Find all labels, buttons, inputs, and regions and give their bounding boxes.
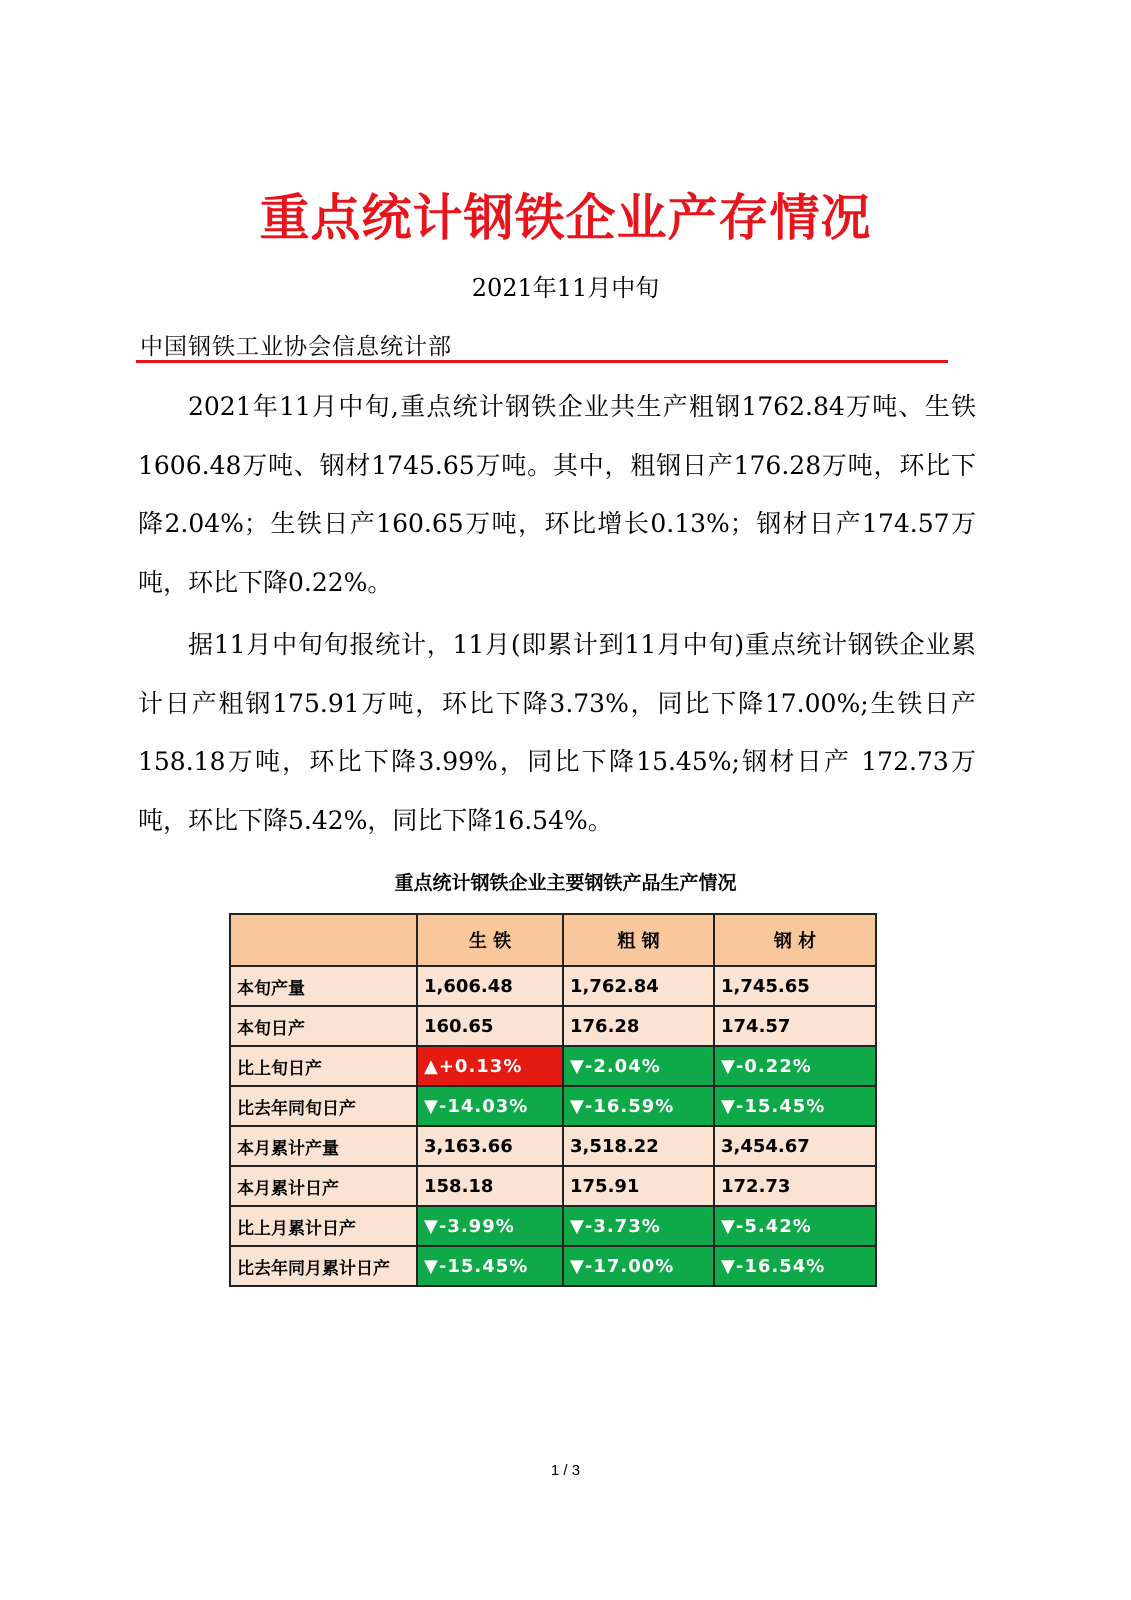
summary-paragraph-1: 2021年11月中旬,重点统计钢铁企业共生产粗钢1762.84万吨、生铁1606.48万吨、钢材1745.65万吨。其中，粗钢日产176.28万吨，环比下降2.04%；生铁日产160.65万吨，环比增长0.13%；钢材日产174.57万吨，环比下降0.22%。 bbox=[138, 392, 976, 597]
change-cell-decrease: ▼-14.03% bbox=[417, 1086, 563, 1126]
table-row bbox=[230, 1246, 876, 1286]
table-cell: 176.28 bbox=[563, 1006, 714, 1046]
change-cell-decrease: ▼-15.45% bbox=[417, 1246, 563, 1286]
change-cell-decrease: ▼-16.54% bbox=[714, 1246, 876, 1286]
change-cell-decrease: ▼-5.42% bbox=[714, 1206, 876, 1246]
change-cell-decrease: ▼-3.99% bbox=[417, 1206, 563, 1246]
organization-name: 中国钢铁工业协会信息统计部 bbox=[140, 334, 452, 360]
row-label: 本旬日产 bbox=[230, 1006, 417, 1046]
header-cell-steel-products: 钢 材 bbox=[714, 914, 876, 966]
table-row bbox=[230, 1166, 876, 1206]
table-row bbox=[230, 1206, 876, 1246]
page-number: 1 / 3 bbox=[550, 1462, 581, 1479]
change-cell-decrease: ▼-3.73% bbox=[563, 1206, 714, 1246]
table-cell: 1,745.65 bbox=[714, 966, 876, 1006]
table-cell: 3,454.67 bbox=[714, 1126, 876, 1166]
change-cell-decrease: ▼-16.59% bbox=[563, 1086, 714, 1126]
row-label: 比上旬日产 bbox=[230, 1046, 417, 1086]
header-cell-pig-iron: 生 铁 bbox=[417, 914, 563, 966]
header-divider bbox=[136, 360, 948, 363]
table-row bbox=[230, 966, 876, 1006]
summary-paragraph-2: 据11月中旬旬报统计，11月(即累计到11月中旬)重点统计钢铁企业累计日产粗钢175.91万吨，环比下降3.73%，同比下降17.00%;生铁日产158.18万吨，环比下降3.99%，同比下降15.45%;钢材日产 172.73万吨，环比下降5.42%，同比下降16.54%。 bbox=[138, 630, 976, 835]
table-cell: 160.65 bbox=[417, 1006, 563, 1046]
change-cell-decrease: ▼-0.22% bbox=[714, 1046, 876, 1086]
change-cell-decrease: ▼-2.04% bbox=[563, 1046, 714, 1086]
table-cell: 175.91 bbox=[563, 1166, 714, 1206]
table-title: 重点统计钢铁企业主要钢铁产品生产情况 bbox=[394, 872, 737, 894]
table-cell: 172.73 bbox=[714, 1166, 876, 1206]
change-cell-decrease: ▼-15.45% bbox=[714, 1086, 876, 1126]
report-date: 2021年11月中旬 bbox=[471, 274, 660, 302]
row-label: 本月累计产量 bbox=[230, 1126, 417, 1166]
table-cell: 3,518.22 bbox=[563, 1126, 714, 1166]
document-title: 重点统计钢铁企业产存情况 bbox=[259, 189, 872, 247]
table-row bbox=[230, 1086, 876, 1126]
table-cell: 174.57 bbox=[714, 1006, 876, 1046]
table-row bbox=[230, 1046, 876, 1086]
table-row bbox=[230, 1126, 876, 1166]
row-label: 本月累计日产 bbox=[230, 1166, 417, 1206]
table-row bbox=[230, 1006, 876, 1046]
row-label: 比去年同旬日产 bbox=[230, 1086, 417, 1126]
production-table bbox=[229, 913, 877, 1287]
table-cell: 1,606.48 bbox=[417, 966, 563, 1006]
header-cell-empty bbox=[230, 914, 417, 966]
table-cell: 1,762.84 bbox=[563, 966, 714, 1006]
row-label: 比上月累计日产 bbox=[230, 1206, 417, 1246]
header-cell-crude-steel: 粗 钢 bbox=[563, 914, 714, 966]
row-label: 本旬产量 bbox=[230, 966, 417, 1006]
table-cell: 3,163.66 bbox=[417, 1126, 563, 1166]
table-cell: 158.18 bbox=[417, 1166, 563, 1206]
change-cell-increase: ▲+0.13% bbox=[417, 1046, 563, 1086]
row-label: 比去年同月累计日产 bbox=[230, 1246, 417, 1286]
change-cell-decrease: ▼-17.00% bbox=[563, 1246, 714, 1286]
table-header-row bbox=[230, 914, 876, 966]
